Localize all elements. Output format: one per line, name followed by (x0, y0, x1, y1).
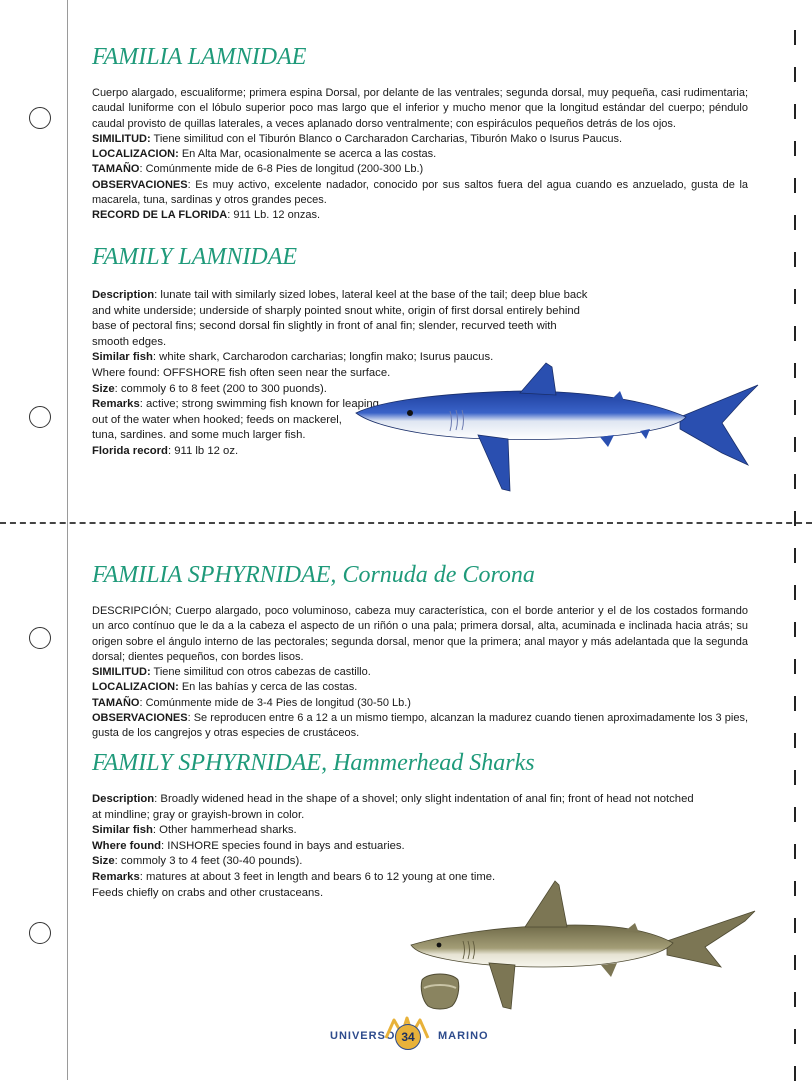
edge-tick (794, 326, 796, 341)
edge-tick (794, 400, 796, 415)
logo-word-right: MARINO (438, 1030, 489, 1042)
edge-tick (794, 696, 796, 711)
lamnidae-en-remarks: Remarks: active; strong swimming fish known for leaping (92, 398, 379, 411)
edge-tick (794, 955, 796, 970)
lamnidae-es-localizacion: LOCALIZACION: En Alta Mar, ocasionalmente se acerca a las costas. (92, 148, 437, 161)
edge-tick (794, 289, 796, 304)
lamnidae-es-title: FAMILIA LAMNIDAE (92, 44, 307, 70)
logo-word-left: UNIVERSO (330, 1030, 396, 1042)
page-number: 34 (395, 1024, 421, 1050)
binder-hole (29, 107, 51, 129)
edge-tick (794, 104, 796, 119)
edge-tick (794, 363, 796, 378)
lamnidae-es-tamano: TAMAÑO: Comúnmente mide de 6-8 Pies de longitud (200-300 Lb.) (92, 163, 424, 176)
lamnidae-es-similitud: SIMILITUD: Tiene similitud con el Tiburón Blanco o Carcharadon Carcharias, Tiburón Mako o Isurus Paucus. (92, 132, 623, 145)
lamnidae-en-remarks-line: tuna, sardines. and some much larger fish. (92, 429, 306, 442)
edge-tick (794, 844, 796, 859)
sphyrnidae-en-size: Size: commoly 3 to 4 feet (30-40 pounds). (92, 855, 303, 868)
lamnidae-es-description: Cuerpo alargado, escualiforme; primera espina Dorsal, por delante de las ventrales; segunda dorsal, muy pequeña, casi rudimentaria; caudal luniforme con el lóbulo superior poco mas largo que el inferior y mucho menor que la longitud estándar del cuerpo; péndulo caudal provisto de quillas laterales, a veces aplanado dorso ventralmente; con espiráculos pequeños detrás de los ojos. (92, 87, 748, 130)
edge-tick (794, 918, 796, 933)
edge-tick (794, 215, 796, 230)
edge-tick (794, 807, 796, 822)
lamnidae-es-text (92, 86, 748, 224)
sphyrnidae-es-tamano: TAMAÑO: Comúnmente mide de 3-4 Pies de longitud (30-50 Lb.) (92, 696, 411, 709)
lamnidae-en-description-line: base of pectoral fins; second dorsal fin slightly in front of anal fin; slender, recurved teeth with (92, 320, 557, 333)
lamnidae-en-record: Florida record: 911 lb 12 oz. (92, 444, 239, 457)
lamnidae-en-description-line: and white underside; underside of sharply pointed snout white, origin of first dorsal entirely behind (92, 304, 580, 317)
edge-tick (794, 548, 796, 563)
lamnidae-en-size: Size: commoly 6 to 8 feet (200 to 300 puonds). (92, 382, 327, 395)
lamnidae-es-observaciones: OBSERVACIONES: Es muy activo, excelente nadador, conocido por sus saltos fuera del agua cuando es anzuelado, gusta de la macarela, tuna, sardinas y otros grandes peces. (92, 178, 748, 207)
sphyrnidae-es-observaciones: OBSERVACIONES: Se reproducen entre 6 a 12 a un mismo tiempo, alcanzan la madurez cuando tienen aproximadamente los 3 pies, gusta de los cangrejos y otras especies de crustáceos. (92, 712, 748, 740)
sphyrnidae-en-where: Where found: INSHORE species found in bays and estuaries. (92, 839, 405, 852)
lamnidae-es-record: RECORD DE LA FLORIDA: 911 Lb. 12 onzas. (92, 209, 321, 222)
sphyrnidae-en-title: FAMILY SPHYRNIDAE, Hammerhead Sharks (92, 750, 535, 776)
edge-tick (794, 1066, 796, 1081)
edge-tick (794, 585, 796, 600)
lamnidae-en-description: Description: lunate tail with similarly sized lobes, lateral keel at the base of the tail; deep blue back (92, 289, 588, 301)
sphyrnidae-en-similar: Similar fish: Other hammerhead sharks. (92, 824, 297, 837)
sphyrnidae-es-text (92, 604, 748, 742)
cut-line (0, 522, 812, 524)
sphyrnidae-es-similitud: SIMILITUD: Tiene similitud con otros cabezas de castillo. (92, 666, 371, 679)
sphyrnidae-es-title: FAMILIA SPHYRNIDAE, Cornuda de Corona (92, 562, 535, 588)
edge-tick (794, 659, 796, 674)
binder-hole (29, 627, 51, 649)
universo-marino-logo (324, 1022, 489, 1052)
edge-tick (794, 770, 796, 785)
lamnidae-en-description-line: smooth edges. (92, 335, 167, 348)
hammerhead-head-illustration (418, 970, 462, 1012)
edge-tick (794, 992, 796, 1007)
sphyrnidae-en-description-line: at mindline; gray or grayish-brown in color. (92, 808, 305, 821)
edge-tick (794, 1029, 796, 1044)
edge-tick (794, 733, 796, 748)
edge-tick (794, 141, 796, 156)
mako-shark-illustration (350, 355, 770, 505)
edge-tick (794, 67, 796, 82)
lamnidae-en-similar: Similar fish: white shark, Carcharodon carcharias; longfin mako; Isurus paucus. (92, 351, 494, 364)
margin-line (67, 0, 68, 1080)
sphyrnidae-en-remarks: Remarks: matures at about 3 feet in length and bears 6 to 12 young at one time. (92, 870, 496, 883)
lamnidae-en-title: FAMILY LAMNIDAE (92, 244, 298, 270)
sphyrnidae-es-description: DESCRIPCIÓN; Cuerpo alargado, poco voluminoso, cabeza muy característica, con el borde anterior y el de los costados formando un arco contínuo que le da a la cabeza el aspecto de un riñón o una pala; primera dorsal, alta, acuminada e inclinada hacia atrás; su origen sobre el ángulo interno de las pectorales; segunda dorsal, menor que la primera; anal mayor y más adelantada que la segunda dorsal; dientes pequeños, con bordes lisos. (92, 605, 748, 663)
edge-tick (794, 511, 796, 526)
edge-tick (794, 881, 796, 896)
edge-tick (794, 252, 796, 267)
edge-tick (794, 30, 796, 45)
edge-tick (794, 437, 796, 452)
edge-tick (794, 474, 796, 489)
lamnidae-en-where: Where found: OFFSHORE fish often seen near the surface. (92, 366, 391, 379)
sphyrnidae-es-localizacion: LOCALIZACION: En las bahías y cerca de las costas. (92, 681, 358, 694)
sphyrnidae-en-remarks-line: Feeds chiefly on crabs and other crustaceans. (92, 886, 324, 899)
edge-tick (794, 178, 796, 193)
lamnidae-en-remarks-line: out of the water when hooked; feeds on mackerel, (92, 413, 342, 426)
sphyrnidae-en-description: Description: Broadly widened head in the shape of a shovel; only slight indentation of anal fin; front of head not notched (92, 793, 694, 805)
binder-hole (29, 922, 51, 944)
edge-tick (794, 622, 796, 637)
binder-hole (29, 406, 51, 428)
